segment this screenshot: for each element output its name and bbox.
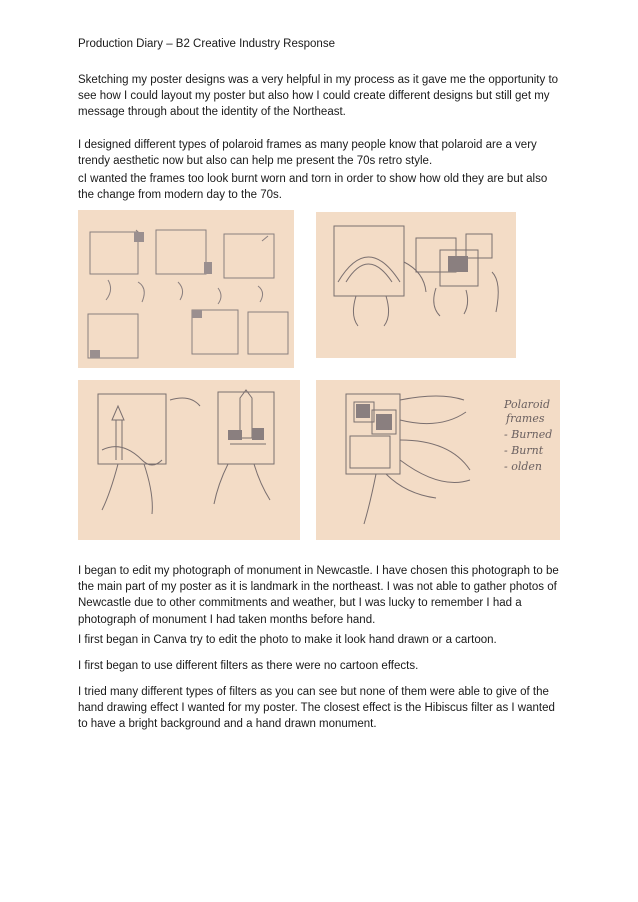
sketch-arch-poster-drawing [316, 212, 516, 358]
note-polaroid: Polaroid [504, 398, 551, 411]
note-olden: - olden [504, 460, 542, 473]
document-header: Production Diary – B2 Creative Industry Response [78, 38, 335, 50]
sketch-lighthouse-poster [78, 380, 300, 540]
paragraph-frames: cI wanted the frames too look burnt worn and torn in order to show how old they are but also the change from modern day to the 70s. [78, 173, 548, 202]
paragraph-canva: I first began in Canva try to edit the photo to make it look hand drawn or a cartoon. [78, 634, 497, 646]
sketch-arch-poster [316, 212, 516, 358]
paragraph-monument: I began to edit my photograph of monument in Newcastle. I have chosen this photograph to be the main part of my poster as it is landmark in the northeast. I was not able to gather photos of Newcastle due to other commitments and weather, but I was lucky to remember I had a photograph of monument I had taken months before hand. [78, 565, 559, 626]
paragraph-polaroid: I designed different types of polaroid frames as many people know that polaroid are a very trendy aesthetic now but also can help me present the 70s retro style. [78, 139, 537, 168]
sketch-polaroid-collage-drawing [316, 380, 560, 540]
paragraph-sketching: Sketching my poster designs was a very helpful in my process as it gave me the opportunity to see how I could layout my poster but also how I could create different designs but still get my message through about the identity of the Northeast. [78, 74, 559, 119]
sketch-polaroid-collage [316, 380, 560, 540]
note-burnt: - Burnt [504, 444, 544, 457]
sketch-lighthouse-poster-drawing [78, 380, 300, 540]
note-burned: - Burned [504, 428, 553, 441]
sketch-polaroid-frames [78, 210, 294, 368]
paragraph-filters: I first began to use different filters as there were no cartoon effects. [78, 660, 419, 672]
note-frames: frames [506, 412, 545, 425]
paragraph-hibiscus: I tried many different types of filters as you can see but none of them were able to give of the hand drawing effect I wanted for my poster. The closest effect is the Hibiscus filter as I wanted to have a bright background and a hand drawn monument. [78, 686, 555, 731]
sketch-polaroid-frames-drawing [78, 210, 294, 368]
